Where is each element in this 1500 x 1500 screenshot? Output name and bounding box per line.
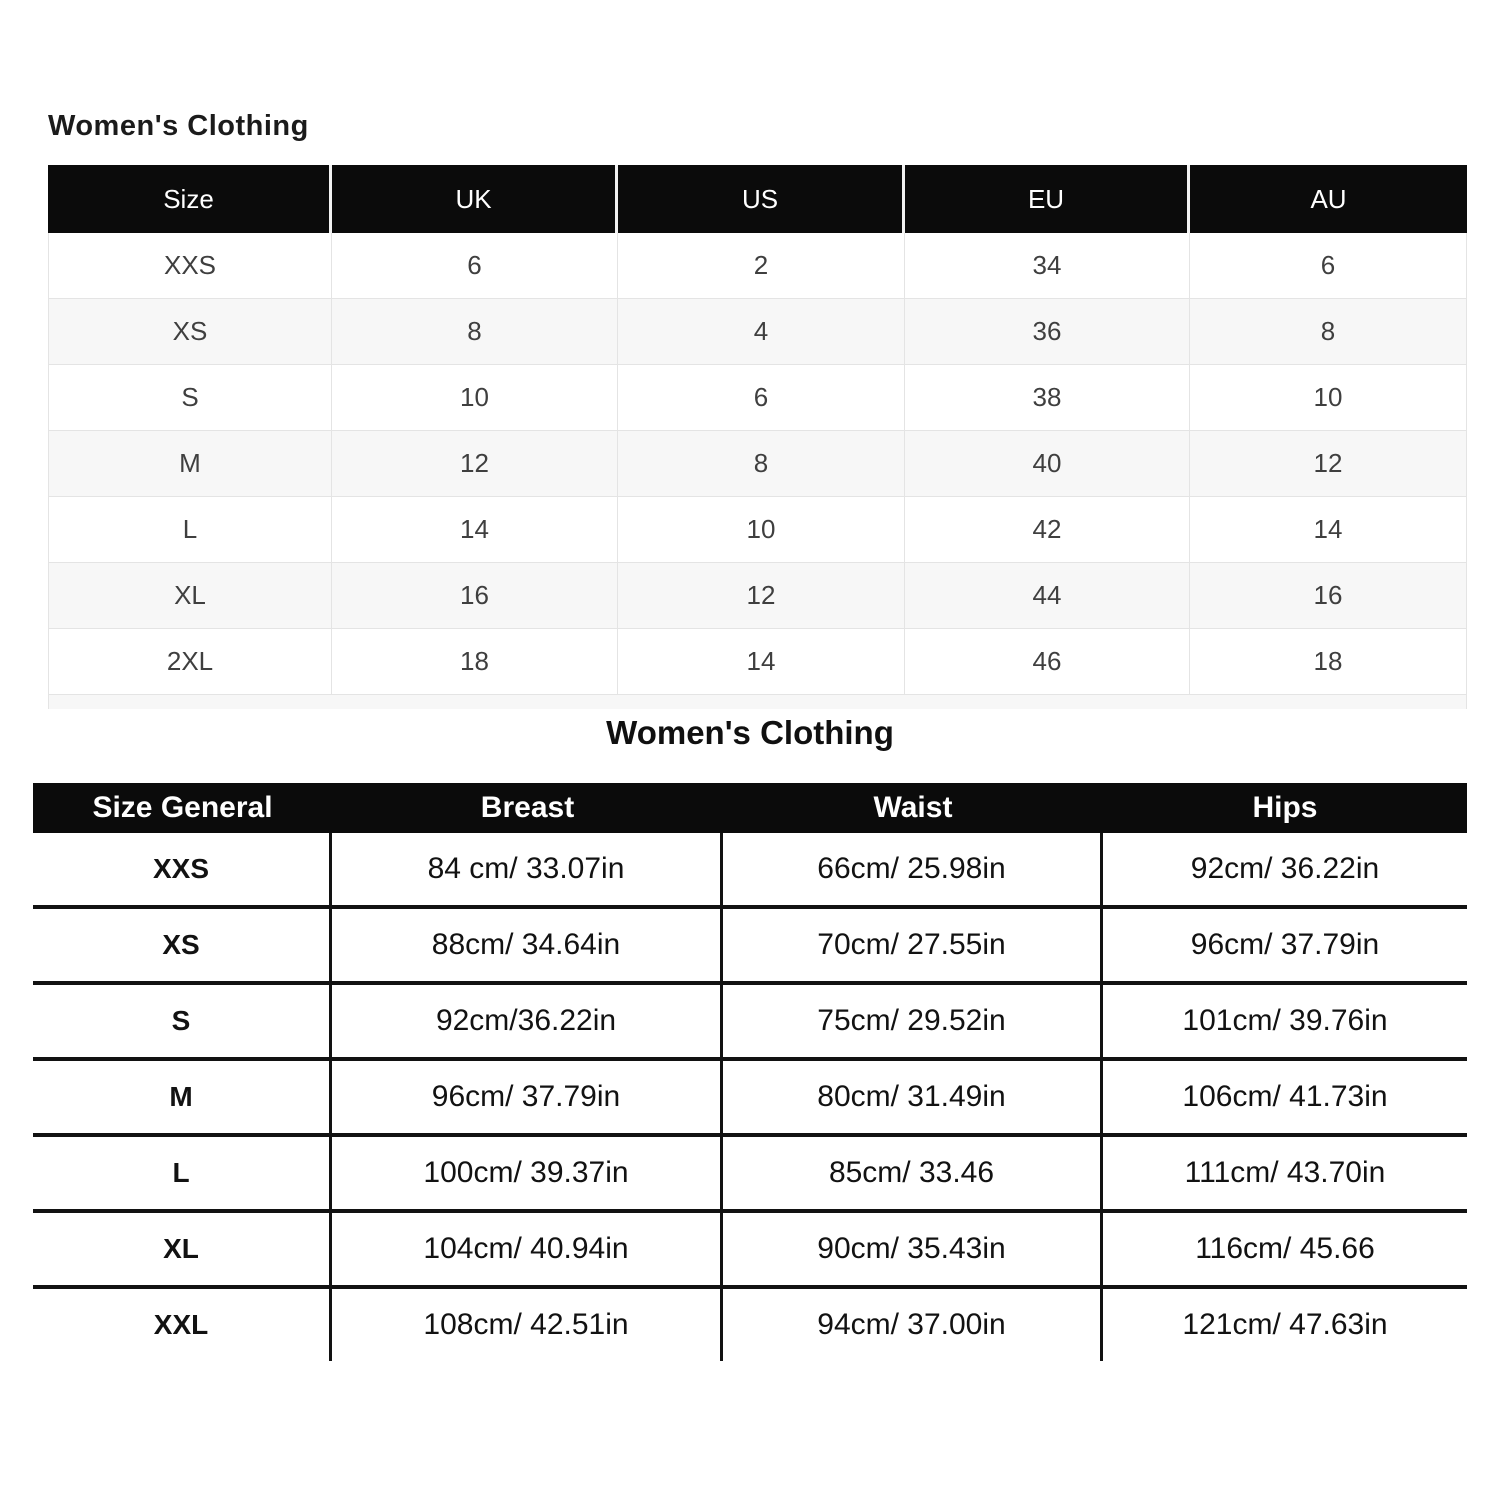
table-row bbox=[33, 985, 1467, 1061]
column-header: Size General bbox=[92, 791, 273, 824]
table-cell: 111cm/ 43.70in bbox=[1184, 1156, 1386, 1189]
table-cell: 18 bbox=[1190, 629, 1467, 694]
table-row bbox=[33, 833, 1467, 909]
table-cell: 80cm/ 31.49in bbox=[723, 1061, 1103, 1133]
size-label-cell: XL bbox=[33, 1213, 332, 1285]
table-cell: 108cm/ 42.51in bbox=[332, 1289, 723, 1361]
table-cell: 12 bbox=[332, 431, 618, 496]
international-size-table-header bbox=[48, 165, 1467, 233]
table-cell: 16 bbox=[332, 563, 618, 628]
column-header: US bbox=[618, 165, 905, 233]
size-label-cell: L bbox=[33, 1137, 332, 1209]
table-cell: 104cm/ 40.94in bbox=[332, 1213, 723, 1285]
table-row bbox=[48, 299, 1467, 365]
size-label-cell: XL bbox=[48, 563, 332, 628]
table-row bbox=[33, 1213, 1467, 1289]
table-cell: 8 bbox=[618, 431, 905, 496]
table-row-partial bbox=[48, 695, 1467, 709]
table-row bbox=[48, 497, 1467, 563]
table-cell: 40 bbox=[905, 431, 1190, 496]
table-cell: 44 bbox=[905, 563, 1190, 628]
table-row bbox=[48, 233, 1467, 299]
measurements-size-table-body bbox=[33, 833, 1467, 1361]
table-cell: 8 bbox=[332, 299, 618, 364]
column-header: Size bbox=[48, 165, 332, 233]
table-cell: 96cm/ 37.79in bbox=[332, 1061, 723, 1133]
size-label-cell: M bbox=[48, 431, 332, 496]
size-chart-title-international: Women's Clothing bbox=[48, 110, 309, 142]
table-cell: 121cm/ 47.63in bbox=[1182, 1308, 1388, 1341]
table-cell: 14 bbox=[618, 629, 905, 694]
table-row bbox=[33, 1289, 1467, 1361]
table-cell: 46 bbox=[905, 629, 1190, 694]
table-row bbox=[48, 563, 1467, 629]
table-row bbox=[48, 629, 1467, 695]
table-cell: 14 bbox=[1190, 497, 1467, 562]
column-header: Hips bbox=[1252, 791, 1318, 824]
size-chart-title-measurements: Women's Clothing bbox=[606, 714, 894, 751]
size-label-cell: S bbox=[33, 985, 332, 1057]
table-cell: 12 bbox=[618, 563, 905, 628]
table-row bbox=[48, 431, 1467, 497]
table-cell: 75cm/ 29.52in bbox=[723, 985, 1103, 1057]
size-label-cell: M bbox=[33, 1061, 332, 1133]
table-row bbox=[33, 1061, 1467, 1137]
table-cell: 38 bbox=[905, 365, 1190, 430]
table-cell: 106cm/ 41.73in bbox=[1182, 1080, 1388, 1113]
table-cell: 70cm/ 27.55in bbox=[723, 909, 1103, 981]
size-label-cell: XXS bbox=[33, 833, 332, 905]
column-header: AU bbox=[1190, 165, 1467, 233]
table-cell: 2 bbox=[618, 233, 905, 298]
table-cell: 14 bbox=[332, 497, 618, 562]
table-cell: 16 bbox=[1190, 563, 1467, 628]
table-cell: 34 bbox=[905, 233, 1190, 298]
table-cell: 92cm/ 36.22in bbox=[1190, 852, 1380, 885]
table-cell: 66cm/ 25.98in bbox=[723, 833, 1103, 905]
table-cell: 10 bbox=[1190, 365, 1467, 430]
table-cell: 4 bbox=[618, 299, 905, 364]
size-label-cell: XS bbox=[48, 299, 332, 364]
measurements-size-table-header bbox=[33, 783, 1467, 833]
table-row bbox=[33, 909, 1467, 985]
column-header: UK bbox=[332, 165, 618, 233]
size-label-cell: XS bbox=[33, 909, 332, 981]
table-cell: 6 bbox=[332, 233, 618, 298]
column-header: Breast bbox=[480, 791, 575, 824]
table-cell: 36 bbox=[905, 299, 1190, 364]
table-cell: 88cm/ 34.64in bbox=[332, 909, 723, 981]
table-cell: 8 bbox=[1190, 299, 1467, 364]
measurements-size-table bbox=[33, 783, 1467, 1361]
size-label-cell: XXL bbox=[33, 1289, 332, 1361]
table-cell: 10 bbox=[618, 497, 905, 562]
table-cell: 6 bbox=[618, 365, 905, 430]
table-cell: 18 bbox=[332, 629, 618, 694]
table-cell: 92cm/36.22in bbox=[332, 985, 723, 1057]
column-header: Waist bbox=[873, 791, 953, 824]
size-label-cell: L bbox=[48, 497, 332, 562]
size-label-cell: S bbox=[48, 365, 332, 430]
table-cell: 85cm/ 33.46 bbox=[723, 1137, 1103, 1209]
international-size-table-body bbox=[48, 233, 1467, 695]
size-label-cell: 2XL bbox=[48, 629, 332, 694]
table-row bbox=[48, 365, 1467, 431]
international-size-table bbox=[48, 165, 1467, 709]
table-cell: 42 bbox=[905, 497, 1190, 562]
table-cell: 101cm/ 39.76in bbox=[1182, 1004, 1388, 1037]
table-cell: 84 cm/ 33.07in bbox=[332, 833, 723, 905]
column-header: EU bbox=[905, 165, 1190, 233]
table-row bbox=[33, 1137, 1467, 1213]
table-cell: 10 bbox=[332, 365, 618, 430]
table-cell: 100cm/ 39.37in bbox=[332, 1137, 723, 1209]
size-label-cell: XXS bbox=[48, 233, 332, 298]
table-cell: 6 bbox=[1190, 233, 1467, 298]
table-cell: 96cm/ 37.79in bbox=[1190, 928, 1380, 961]
table-cell: 116cm/ 45.66 bbox=[1195, 1232, 1375, 1265]
table-cell: 94cm/ 37.00in bbox=[723, 1289, 1103, 1361]
table-cell: 12 bbox=[1190, 431, 1467, 496]
table-cell: 90cm/ 35.43in bbox=[723, 1213, 1103, 1285]
